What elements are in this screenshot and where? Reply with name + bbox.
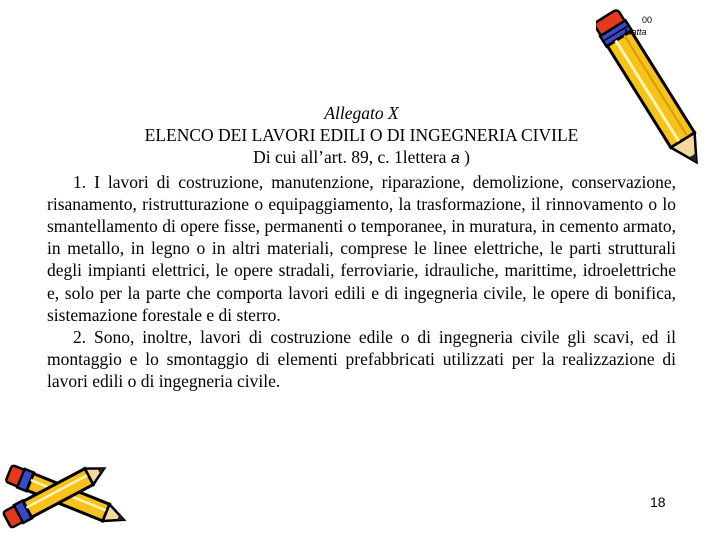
document-body <box>47 102 676 393</box>
article-reference <box>47 146 676 170</box>
article-reference-suffix: ) <box>459 147 470 168</box>
crossed-pencils-clipart-icon <box>0 440 150 540</box>
corner-note-line-1: 00 <box>642 15 653 25</box>
corner-note-line-2: Matta <box>624 27 647 37</box>
paragraph-2: 2. Sono, inoltre, lavori di costruzione edile o di ingegneria civile gli scavi, ed il montaggio e lo smontaggio di elementi prefabbricati utilizzati per la realizzazione di lavori edili o di ingegneria civile. <box>47 327 676 392</box>
paragraph-1: 1. I lavori di costruzione, manutenzione, riparazione, demolizione, conservazione, risanamento, ristrutturazione o equipaggiamento, la trasformazione, il rinnovamento o lo smantellamento di opere fisse, permanenti o temporanee, in muratura, in cemento armato, in metallo, in legno o in altri materiali, comprese le linee elettriche, le parti strutturali degli impianti elettrici, le opere stradali, ferroviarie, idrauliche, marittime, idroelettriche e, solo per la parte che comporta lavori edili e di ingegneria civile, le opere di bonifica, sistemazione forestale e di sterro. <box>47 171 676 325</box>
article-reference-prefix: Di cui all’art. 89, c. 1lettera <box>253 147 451 168</box>
document-title: ELENCO DEI LAVORI EDILI O DI INGEGNERIA CIVILE <box>144 125 579 146</box>
corner-note <box>612 14 712 38</box>
annex-label: Allegato X <box>324 103 399 123</box>
page-number: 18 <box>650 494 666 510</box>
article-reference-letter: a <box>450 150 460 168</box>
